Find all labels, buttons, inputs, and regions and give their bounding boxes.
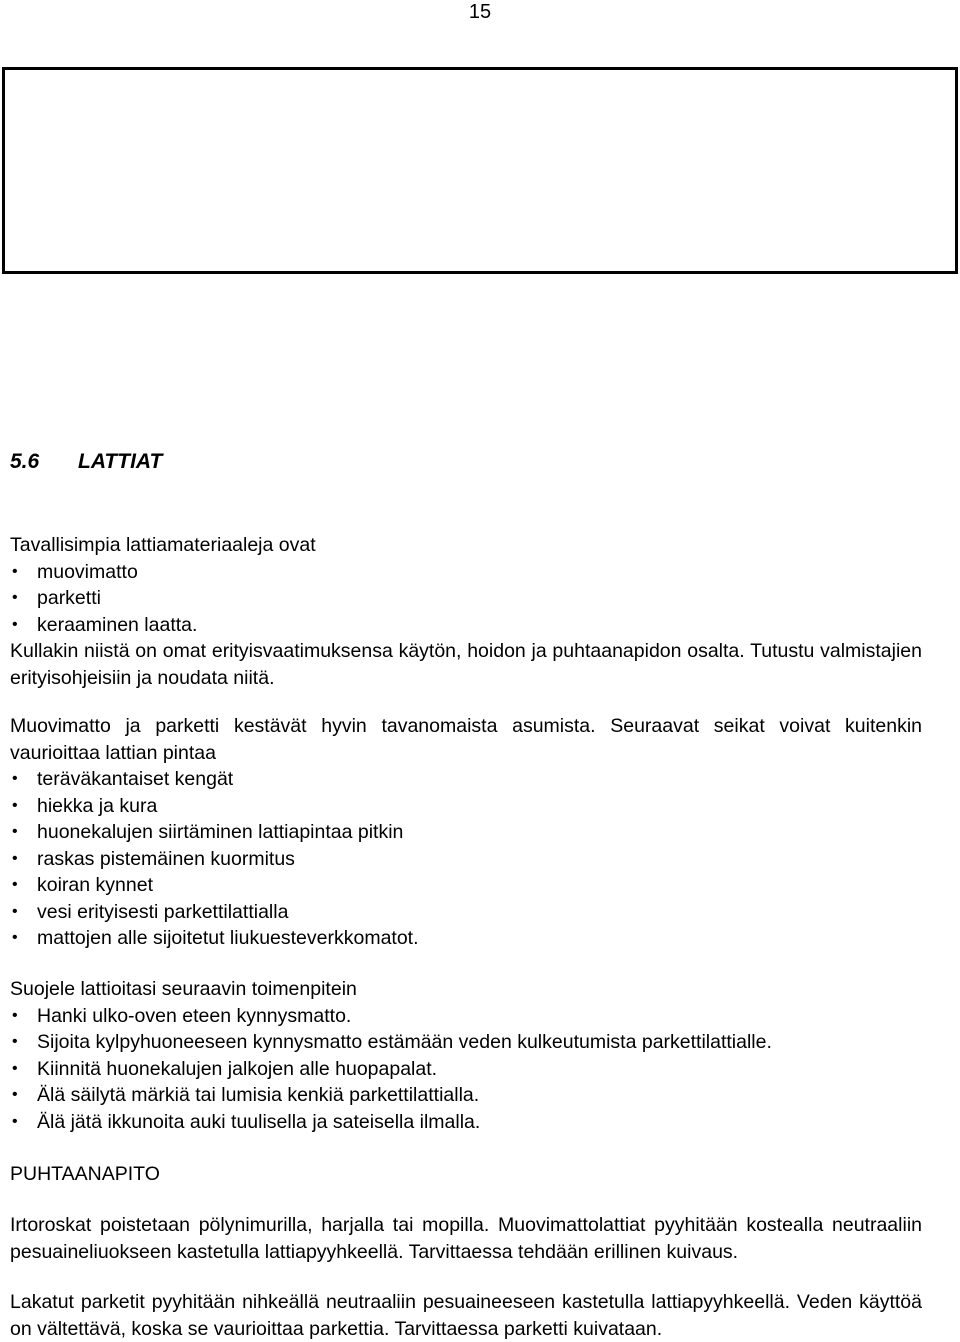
damage-block [10,713,922,952]
list-item: • parketti [10,585,922,612]
bullet-icon: • [12,1006,18,1024]
intro-block [10,532,922,691]
list-item: • raskas pistemäinen kuormitus [10,846,922,873]
protect-lead: Suojele lattioitasi seuraavin toimenpitein [10,978,357,1000]
list-item: • Älä jätä ikkunoita auki tuulisella ja sateisella ilmalla. [10,1109,922,1136]
list-item: • muovimatto [10,559,922,586]
bullet-icon: • [12,589,18,606]
section-number: 5.6 [10,450,40,473]
list-item: • hiekka ja kura [10,793,922,820]
list-item: • vesi erityisesti parkettilattialla [10,899,922,926]
section-heading [10,449,162,475]
list-item: • Kiinnitä huonekalujen jalkojen alle huopapalat. [10,1056,922,1083]
protect-block [10,976,922,1135]
cleaning-paragraph-2: Lakatut parketit pyyhitään nihkeällä neutraaliin pesuaineeseen kastetulla lattiapyyhkeellä. Veden käyttöä on vältettävä, koska se vaurioittaa parkettia. Tarvittaessa parketti kuivataan. [10,1291,922,1340]
bullet-icon: • [12,1033,18,1050]
list-item: • koiran kynnet [10,872,922,899]
bullet-icon: • [12,1086,18,1103]
empty-frame [2,67,958,274]
intro-paragraph: Kullakin niistä on omat erityisvaatimuksensa käytön, hoidon ja puhtaanapidon osalta. Tutustu valmistajien erityisohjeisiin ja noudata niitä. [10,640,922,689]
bullet-icon: • [12,823,18,840]
damage-lead: Muovimatto ja parketti kestävät hyvin tavanomaista asumista. Seuraavat seikat voivat kuitenkin vaurioittaa lattian pintaa [10,715,922,764]
bullet-icon: • [12,929,18,946]
bullet-icon: • [12,615,18,633]
list-item: • keraaminen laatta. [10,612,922,639]
bullet-icon: • [12,562,18,580]
protect-list [10,1003,922,1136]
cleaning-heading: PUHTAANAPITO [10,1163,160,1185]
list-item: • Älä säilytä märkiä tai lumisia kenkiä parkettilattialla. [10,1082,922,1109]
list-item: • teräväkantaiset kengät [10,766,922,793]
section-title: LATTIAT [78,450,163,473]
page-number: 15 [468,1,492,23]
bullet-icon: • [12,849,18,867]
list-item: • mattojen alle sijoitetut liukuesteverkkomatot. [10,925,922,952]
material-list [10,559,922,639]
list-item: • Sijoita kylpyhuoneeseen kynnysmatto estämään veden kulkeutumista parkettilattialle. [10,1029,922,1056]
intro-lead: Tavallisimpia lattiamateriaaleja ovat [10,534,316,556]
bullet-icon: • [12,902,18,920]
bullet-icon: • [12,770,18,787]
list-item: • Hanki ulko-oven eteen kynnysmatto. [10,1003,922,1030]
cleaning-paragraph-1: Irtoroskat poistetaan pölynimurilla, harjalla tai mopilla. Muovimattolattiat pyyhitään kostealla neutraaliin pesuaineliuokseen kastetulla lattiapyyhkeellä. Tarvittaessa tehdään erillinen kuivaus. [10,1214,922,1263]
bullet-icon: • [12,796,18,814]
damage-list [10,766,922,952]
list-item: • huonekalujen siirtäminen lattiapintaa pitkin [10,819,922,846]
bullet-icon: • [12,876,18,893]
bullet-icon: • [12,1059,18,1077]
bullet-icon: • [12,1112,18,1130]
